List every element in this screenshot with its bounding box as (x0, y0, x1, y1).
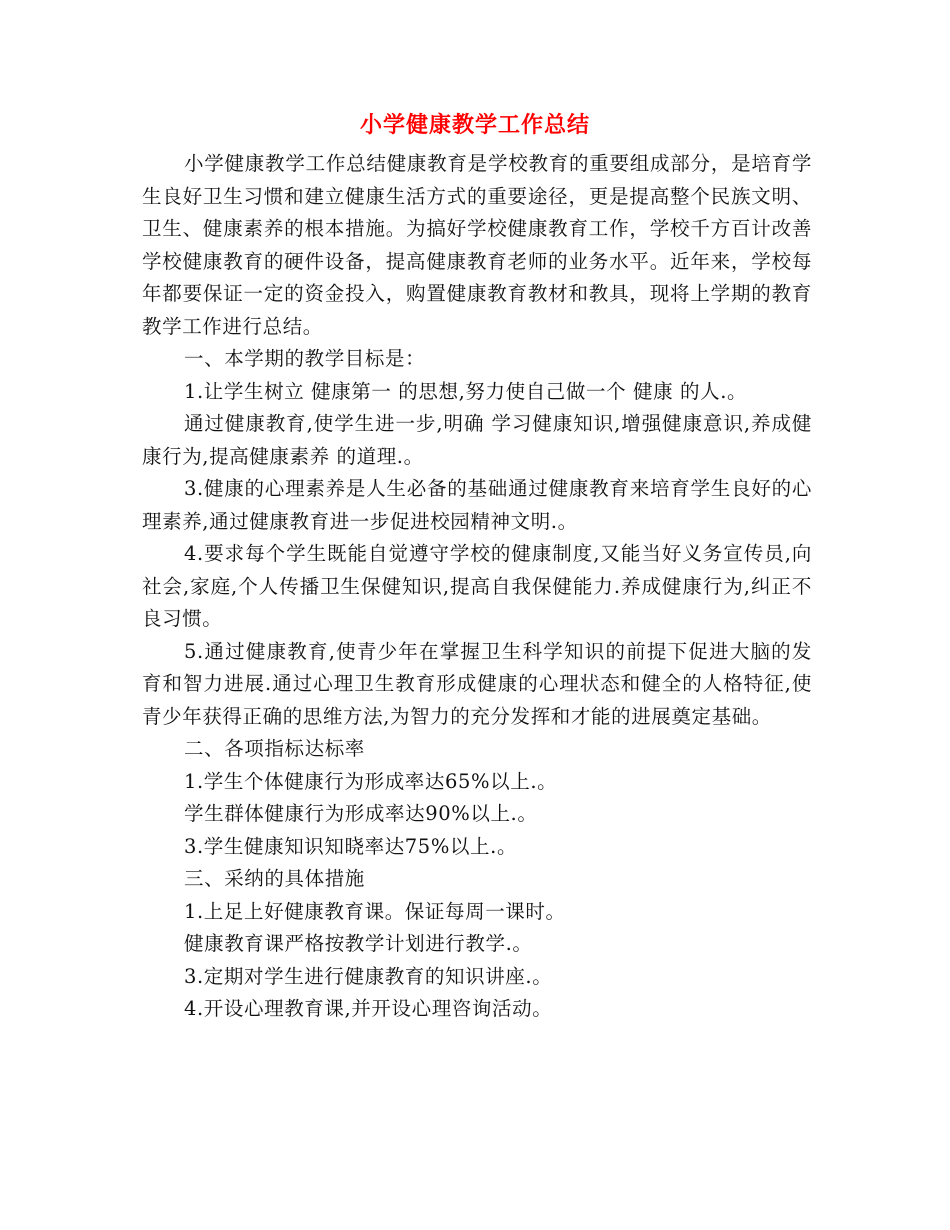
goal-item-5: 5.通过健康教育,使青少年在掌握卫生科学知识的前提下促进大脑的发育和智力进展.通过心理卫生教育形成健康的心理状态和健全的人格特征,使青少年获得正确的思维方法,为智力的充分发挥和才能的进展奠定基础。 (142, 639, 812, 728)
target-item-1: 1.学生个体健康行为形成率达65%以上.。 (184, 769, 558, 793)
measure-item-3: 3.定期对学生进行健康教育的知识讲座.。 (184, 964, 553, 988)
goal-item-1: 1.让学生树立 健康第一 的思想,努力使自己做一个 健康 的人.。 (184, 379, 748, 403)
paragraph-intro: 小学健康教学工作总结健康教育是学校教育的重要组成部分，是培育学生良好卫生习惯和建立健康生活方式的重要途径，更是提高整个民族文明、卫生、健康素养的根本措施。为搞好学校健康教育工作，学校千方百计改善学校健康教育的硬件设备，提高健康教育老师的业务水平。近年来，学校每年都要保证一定的资金投入，购置健康教育教材和教具，现将上学期的教育教学工作进行总结。 (142, 152, 812, 338)
document-body (142, 148, 812, 1026)
target-item-2: 学生群体健康行为形成率达90%以上.。 (184, 802, 538, 825)
goal-item-4: 4.要求每个学生既能自觉遵守学校的健康制度,又能当好义务宣传员,向社会,家庭,个人传播卫生保健知识,提高自我保健能力.养成健康行为,纠正不良习惯。 (142, 542, 812, 630)
measure-item-4: 4.开设心理教育课,并开设心理咨询活动。 (184, 997, 553, 1020)
section-heading-targets: 二、各项指标达标率 (184, 737, 365, 760)
goal-item-3: 3.健康的心理素养是人生必备的基础通过健康教育来培育学生良好的心理素养,通过健康教育进一步促进校园精神文明.。 (142, 477, 812, 533)
measure-item-2: 健康教育课严格按教学计划进行教学.。 (184, 932, 533, 955)
measure-item-1: 1.上足上好健康教育课。保证每周一课时。 (184, 899, 566, 923)
goal-item-2: 通过健康教育,使学生进一步,明确 学习健康知识,增强健康意识,养成健康行为,提高健康素养 的道理.。 (142, 412, 812, 468)
section-heading-goals: 一、本学期的教学目标是： (184, 347, 426, 370)
document-title: 小学健康教学工作总结 (359, 112, 590, 138)
section-heading-measures: 三、采纳的具体措施 (184, 867, 365, 890)
target-item-3: 3.学生健康知识知晓率达75%以上.。 (184, 834, 518, 858)
